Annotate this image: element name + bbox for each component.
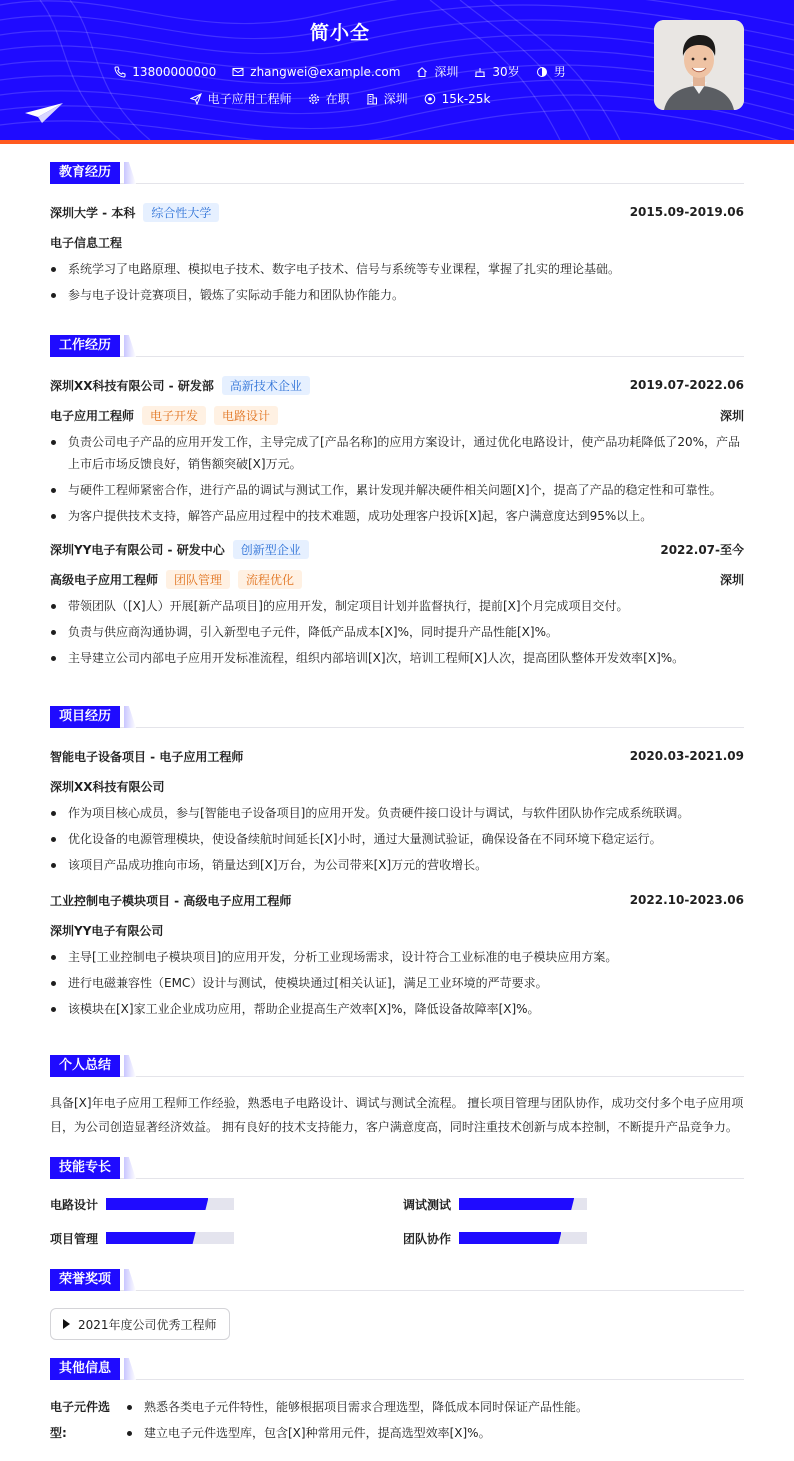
section-label: 项目经历 [50, 706, 120, 728]
list-item: 作为项目核心成员，参与[智能电子设备项目]的应用开发。负责硬件接口设计与调试，与软件团队协作完成系统联调。 [50, 802, 744, 824]
honor-text: 2021年度公司优秀工程师 [78, 1317, 217, 1332]
list-item: 该项目产品成功推向市场，销量达到[X]万台，为公司带来[X]万元的营收增长。 [50, 854, 744, 876]
candidate-name: 简小全 [309, 22, 370, 44]
project-period: 2022.10-2023.06 [629, 893, 744, 907]
section-label: 个人总结 [50, 1055, 120, 1077]
skill-bar [106, 1232, 234, 1244]
header-accent-bar [0, 140, 794, 144]
avatar-portrait [654, 20, 744, 110]
project-company: 深圳XX科技有限公司 [50, 779, 165, 794]
summary-section [50, 1055, 744, 1139]
job-city: 深圳 [719, 572, 744, 587]
list-item: 带领团队（[X]人）开展[新产品项目]的应用开发，制定项目计划并监督执行，提前[X]个月完成项目交付。 [50, 595, 744, 617]
title-decoration [124, 335, 136, 357]
school-name: 深圳大学 - 本科 [50, 205, 136, 220]
skill-bar [106, 1198, 234, 1210]
project-company: 深圳YY电子有限公司 [50, 923, 164, 938]
section-title [50, 1358, 744, 1380]
skill-name: 调试测试 [403, 1197, 452, 1212]
list-item: 与硬件工程师紧密合作，进行产品的调试与测试工作，累计发现并解决硬件相关问题[X]个，提高了产品的稳定性和可靠性。 [50, 479, 744, 501]
skill-item [50, 1228, 403, 1248]
skill-bar-fill [459, 1232, 561, 1244]
list-item: 参与电子设计竞赛项目，锻炼了实际动手能力和团队协作能力。 [50, 284, 744, 306]
cake-icon [474, 66, 486, 78]
skill-name: 项目管理 [50, 1231, 99, 1246]
company-tag: 创新型企业 [233, 540, 309, 559]
mail-icon [232, 66, 244, 78]
skill-bar [459, 1232, 587, 1244]
list-item: 负责公司电子产品的应用开发工作，主导完成了[产品名称]的应用方案设计，通过优化电路设计，使产品功耗降低了20%，产品上市后市场反馈良好，销售额突破[X]万元。 [50, 431, 744, 475]
list-item: 负责与供应商沟通协调，引入新型电子元件，降低产品成本[X]%，同时提升产品性能[X]%。 [50, 621, 744, 643]
skill-item [403, 1228, 744, 1248]
building-icon [366, 93, 378, 105]
skill-tag: 电子开发 [142, 406, 206, 425]
city-item [416, 63, 458, 80]
company-name: 深圳XX科技有限公司 - 研发部 [50, 378, 214, 393]
section-title [50, 1157, 744, 1179]
section-label: 工作经历 [50, 335, 120, 357]
email-text: zhangwei@example.com [250, 64, 401, 79]
section-label: 技能专长 [50, 1157, 120, 1179]
list-item: 进行电磁兼容性（EMC）设计与测试，使模块通过[相关认证]，满足工业环境的严苛要求。 [50, 972, 744, 994]
company-tag: 高新技术企业 [222, 376, 310, 395]
honor-item[interactable] [50, 1308, 230, 1340]
section-label: 教育经历 [50, 162, 120, 184]
summary-text: 具备[X]年电子应用工程师工作经验，熟悉电子电路设计、调试与测试全流程。 擅长项目管理与团队协作，成功交付多个电子应用项目，为公司创造显著经济效益。 拥有良好的技术支持能力，客户满意度高，同时注重技术创新与成本控制，不断提升产品竞争力。 [50, 1096, 744, 1134]
section-label: 荣誉奖项 [50, 1269, 120, 1291]
skills-grid [50, 1194, 744, 1248]
section-title [50, 162, 744, 184]
job-period: 2019.07-2022.06 [629, 378, 744, 392]
skill-bar-fill [106, 1232, 196, 1244]
title-decoration [124, 1358, 136, 1380]
position-name: 电子应用工程师 [50, 408, 135, 423]
avatar [654, 20, 744, 110]
job-item [190, 90, 292, 107]
skill-tag: 电路设计 [214, 406, 278, 425]
paper-plane-icon [24, 100, 64, 124]
skill-bar-fill [459, 1198, 574, 1210]
home-icon [416, 66, 428, 78]
list-item: 该模块在[X]家工业企业成功应用，帮助企业提高生产效率[X]%，降低设备故障率[X]%。 [50, 998, 744, 1020]
gear-icon [308, 93, 320, 105]
section-title [50, 1055, 744, 1077]
job-period: 2022.07-至今 [660, 542, 744, 557]
phone-item [114, 63, 216, 80]
phone-text: 13800000000 [132, 64, 217, 79]
skill-bar [459, 1198, 587, 1210]
skill-name: 电路设计 [50, 1197, 99, 1212]
caret-right-icon [63, 1319, 70, 1329]
skill-bar-fill [106, 1198, 208, 1210]
age-item [474, 63, 519, 80]
title-decoration [124, 1055, 136, 1077]
age-text: 30岁 [492, 65, 520, 79]
skill-tag: 团队管理 [166, 570, 230, 589]
education-period: 2015.09-2019.06 [629, 205, 744, 219]
project-name: 工业控制电子模块项目 - 高级电子应用工程师 [50, 893, 292, 908]
section-title [50, 706, 744, 728]
gender-icon [536, 66, 548, 78]
gender-text: 男 [553, 65, 566, 79]
title-decoration [124, 706, 136, 728]
phone-icon [114, 66, 126, 78]
list-item: 主导[工业控制电子模块项目]的应用开发，分析工业现场需求，设计符合工业标准的电子模块应用方案。 [50, 946, 744, 968]
title-decoration [124, 162, 136, 184]
position-name: 高级电子应用工程师 [50, 572, 159, 587]
skill-name: 团队协作 [403, 1231, 452, 1246]
project-name: 智能电子设备项目 - 电子应用工程师 [50, 749, 244, 764]
project-period: 2020.03-2021.09 [629, 749, 744, 763]
list-item: 系统学习了电路原理、模拟电子技术、数字电子技术、信号与系统等专业课程，掌握了扎实的理论基础。 [50, 258, 744, 280]
list-item: 建立电子元件选型库，包含[X]种常用元件，提高选型效率[X]%。 [126, 1420, 744, 1446]
intention-row [0, 90, 680, 107]
other-info-row [50, 1394, 744, 1446]
school-tag: 综合性大学 [143, 203, 219, 222]
salary-text: 15k-25k [441, 91, 491, 106]
section-title [50, 1269, 744, 1291]
skill-item [403, 1194, 744, 1214]
send-icon [190, 93, 202, 105]
job-text: 电子应用工程师 [207, 92, 292, 106]
other-label: 电子元件选型: [50, 1400, 111, 1440]
skill-item [50, 1194, 403, 1214]
projects-section [50, 706, 744, 1020]
target-city-item [366, 90, 408, 107]
target-city-text: 深圳 [383, 92, 408, 106]
skill-tag: 流程优化 [238, 570, 302, 589]
money-icon [424, 93, 436, 105]
city-text: 深圳 [434, 65, 459, 79]
list-item: 为客户提供技术支持，解答产品应用过程中的技术难题，成功处理客户投诉[X]起，客户满意度达到95%以上。 [50, 505, 744, 527]
section-title [50, 335, 744, 357]
title-decoration [124, 1269, 136, 1291]
other-section [50, 1358, 744, 1446]
status-item [308, 90, 350, 107]
company-name: 深圳YY电子有限公司 - 研发中心 [50, 542, 225, 557]
list-item: 优化设备的电源管理模块，使设备续航时间延长[X]小时，通过大量测试验证，确保设备在不同环境下稳定运行。 [50, 828, 744, 850]
major-name: 电子信息工程 [50, 235, 123, 250]
list-item: 熟悉各类电子元件特性，能够根据项目需求合理选型，降低成本同时保证产品性能。 [126, 1394, 744, 1420]
list-item: 主导建立公司内部电子应用开发标准流程，组织内部培训[X]次，培训工程师[X]人次，提高团队整体开发效率[X]%。 [50, 647, 744, 669]
honors-section [50, 1269, 744, 1340]
contact-row [0, 63, 680, 80]
gender-item [536, 63, 566, 80]
salary-item [424, 90, 491, 107]
work-section [50, 335, 744, 669]
title-decoration [124, 1157, 136, 1179]
job-city: 深圳 [719, 408, 744, 423]
section-label: 其他信息 [50, 1358, 120, 1380]
email-item [232, 63, 400, 80]
status-text: 在职 [325, 92, 350, 106]
resume-header [0, 0, 794, 140]
education-section [50, 162, 744, 306]
skills-section [50, 1157, 744, 1248]
